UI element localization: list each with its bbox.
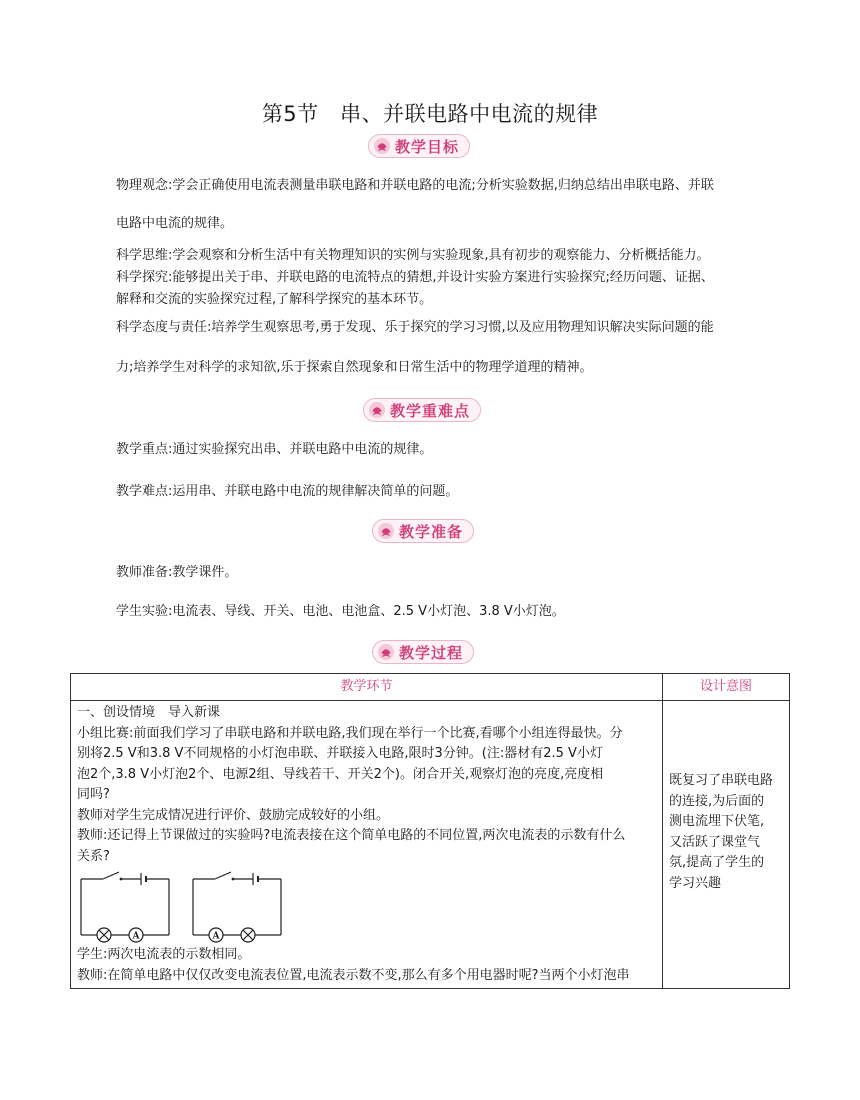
stage-text-line: 一、创设情境 导入新课	[77, 705, 221, 720]
badge-label: 教学过程	[399, 643, 464, 662]
objective-physics-concept-line2: 电路中电流的规律。	[116, 216, 234, 231]
objective-attitude-line2: 力;培养学生对科学的求知欲,乐于探索自然现象和日常生活中的物理学道理的精神。	[116, 360, 593, 375]
section-badge-process	[372, 640, 474, 664]
stage-text-line: 教师:还记得上节课做过的实验吗?电流表接在这个简单电路的不同位置,两次电流表的示数有什么	[77, 828, 626, 843]
stage-text-line: 同吗?	[77, 787, 110, 802]
table-header-row	[71, 674, 790, 701]
swirl-logo-icon	[373, 137, 391, 155]
swirl-logo-icon	[368, 401, 386, 419]
swirl-logo-icon	[377, 522, 395, 540]
objective-physics-concept-line1: 物理观念:学会正确使用电流表测量串联电路和并联电路的电流;分析实验数据,归纳总结出串联电路、并联	[116, 178, 714, 193]
objective-scientific-inquiry-line1: 科学探究:能够提出关于串、并联电路的电流特点的猜想,并设计实验方案进行实验探究;经历问题、证据、	[116, 270, 714, 285]
stage-text-line: 关系?	[77, 848, 110, 864]
objective-scientific-inquiry-line2: 解释和交流的实验探究过程,了解科学探究的基本环节。	[116, 292, 433, 307]
badge-label: 教学重难点	[390, 401, 471, 420]
header-design-intent: 设计意图	[663, 674, 790, 701]
intent-text-line: 氛,提高了学生的	[669, 855, 765, 870]
intent-text-line: 又活跃了课堂气	[669, 834, 761, 850]
badge-label: 教学准备	[399, 522, 464, 541]
key-point-difficulty: 教学难点:运用串、并联电路中电流的规律解决简单的问题。	[116, 484, 459, 499]
badge-label: 教学目标	[395, 137, 460, 156]
ammeter-symbol-label: A	[132, 931, 140, 942]
stage-text-line: 小组比赛:前面我们学习了串联电路和并联电路,我们现在举行一个比赛,看哪个小组连得最快。分	[77, 725, 623, 741]
teacher-preparation: 教师准备:教学课件。	[116, 565, 238, 580]
header-teaching-stage: 教学环节	[71, 674, 663, 701]
ammeter-symbol-label: A	[212, 931, 220, 942]
objective-scientific-thinking: 科学思维:学会观察和分析生活中有关物理知识的实例与实验现象,具有初步的观察能力、分析概括能力。	[116, 248, 710, 263]
stage-text-line: 学生:两次电流表的示数相同。	[77, 947, 251, 962]
circuit-diagram-ammeter-then-lamp	[191, 871, 283, 943]
swirl-logo-icon	[377, 643, 395, 661]
intent-text-line: 测电流埋下伏笔,	[669, 814, 765, 829]
stage-text-line: 教师对学生完成情况进行评价、鼓励完成较好的小组。	[77, 807, 390, 823]
section-badge-objectives	[368, 134, 470, 158]
table-row	[71, 701, 790, 989]
design-intent-cell	[663, 701, 790, 989]
intent-text-line: 既复习了串联电路	[669, 773, 774, 788]
objective-attitude-line1: 科学态度与责任:培养学生观察思考,勇于发现、乐于探究的学习习惯,以及应用物理知识解决实际问题的能	[116, 320, 714, 335]
section-badge-key-points	[363, 398, 481, 422]
stage-text-line: 别将2.5 V和3.8 V不同规格的小灯泡串联、并联接入电路,限时3分钟。(注:器材有2.5 V小灯	[77, 746, 603, 761]
circuit-diagrams	[79, 871, 656, 943]
key-point-focus: 教学重点:通过实验探究出串、并联电路中电流的规律。	[116, 442, 433, 457]
teaching-process-table	[70, 673, 790, 989]
teaching-stage-cell	[71, 701, 663, 989]
stage-text-line: 泡2个,3.8 V小灯泡2个、电源2组、导线若干、开关2个)。闭合开关,观察灯泡的亮度,亮度相	[77, 766, 604, 782]
stage-text-line: 教师:在简单电路中仅仅改变电流表位置,电流表示数不变,那么有多个用电器时呢?当两个小灯泡串	[77, 967, 630, 983]
student-experiment-materials: 学生实验:电流表、导线、开关、电池、电池盒、2.5 V小灯泡、3.8 V小灯泡。	[116, 604, 565, 619]
circuit-diagram-lamp-then-ammeter	[79, 871, 171, 943]
page-title: 第5节 串、并联电路中电流的规律	[261, 102, 599, 126]
intent-text-line: 的连接,为后面的	[669, 793, 765, 809]
intent-text-line: 学习兴趣	[669, 875, 722, 891]
section-badge-preparation	[372, 519, 474, 543]
